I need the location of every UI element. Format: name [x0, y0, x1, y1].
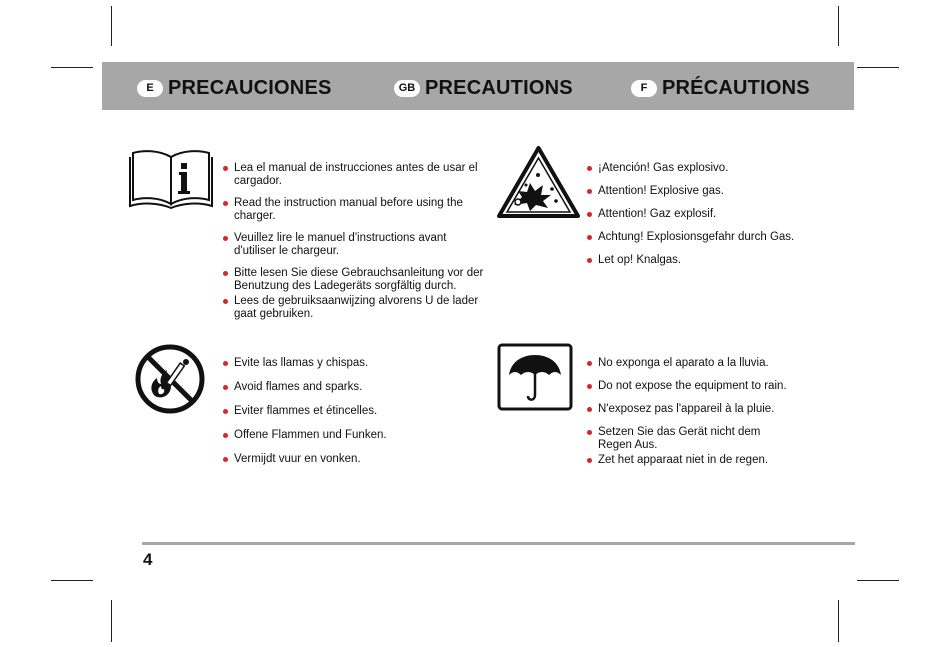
crop-mark [111, 600, 112, 642]
crop-mark [51, 580, 93, 581]
list-item: Eviter flammes et étincelles. [223, 405, 463, 418]
list-item: Attention! Gaz explosif. [587, 208, 827, 221]
list-item: Read the instruction manual before using the charger. [223, 197, 485, 223]
list-item: No exponga el aparato a la lluvia. [587, 357, 827, 370]
list-item: Avoid flames and sparks. [223, 381, 463, 394]
list-item: Evite las llamas y chispas. [223, 357, 463, 370]
list-item: Achtung! Explosionsgefahr durch Gas. [587, 231, 827, 244]
footer-rule [142, 542, 855, 545]
language-badge: E [137, 80, 163, 97]
page-number: 4 [143, 550, 153, 569]
language-badge: F [631, 80, 657, 97]
manual-precautions-list [223, 162, 485, 321]
list-item: N'exposez pas l'appareil à la pluie. [587, 403, 827, 416]
header-es [137, 77, 332, 100]
header-fr [631, 77, 810, 100]
list-item: Bitte lesen Sie diese Gebrauchsanleitung vor der Benutzung des Ladegeräts sorgfältig durch. [223, 267, 485, 293]
language-badge: GB [394, 80, 420, 97]
crop-mark [857, 580, 899, 581]
list-item: Setzen Sie das Gerät nicht dem Regen Aus. [587, 426, 788, 452]
header-title: PRÉCAUTIONS [662, 77, 810, 99]
no-flames-icon [135, 344, 205, 414]
explosive-precautions-list [587, 162, 827, 267]
list-item: Veuillez lire le manuel d'instructions avant d'utiliser le chargeur. [223, 232, 485, 258]
crop-mark [111, 6, 112, 46]
flames-precautions-list [223, 357, 463, 466]
list-item: Do not expose the equipment to rain. [587, 380, 827, 393]
list-item: Let op! Knalgas. [587, 254, 827, 267]
list-item: Attention! Explosive gas. [587, 185, 827, 198]
list-item: Lees de gebruiksaanwijzing alvorens U de lader gaat gebruiken. [223, 295, 485, 321]
header-gb [394, 77, 573, 100]
list-item: Lea el manual de instrucciones antes de usar el cargador. [223, 162, 485, 188]
crop-mark [838, 6, 839, 46]
list-item: Vermijdt vuur en vonken. [223, 453, 463, 466]
header-title: PRECAUCIONES [168, 77, 332, 99]
list-item: Zet het apparaat niet in de regen. [587, 454, 827, 467]
rain-precautions-list [587, 357, 827, 467]
umbrella-icon [497, 343, 573, 411]
manual-book-icon [129, 147, 213, 209]
list-item: ¡Atención! Gas explosivo. [587, 162, 827, 175]
explosive-gas-icon [496, 145, 581, 220]
header-title: PRECAUTIONS [425, 77, 573, 99]
crop-mark [857, 67, 899, 68]
crop-mark [838, 600, 839, 642]
list-item: Offene Flammen und Funken. [223, 429, 463, 442]
crop-mark [51, 67, 93, 68]
